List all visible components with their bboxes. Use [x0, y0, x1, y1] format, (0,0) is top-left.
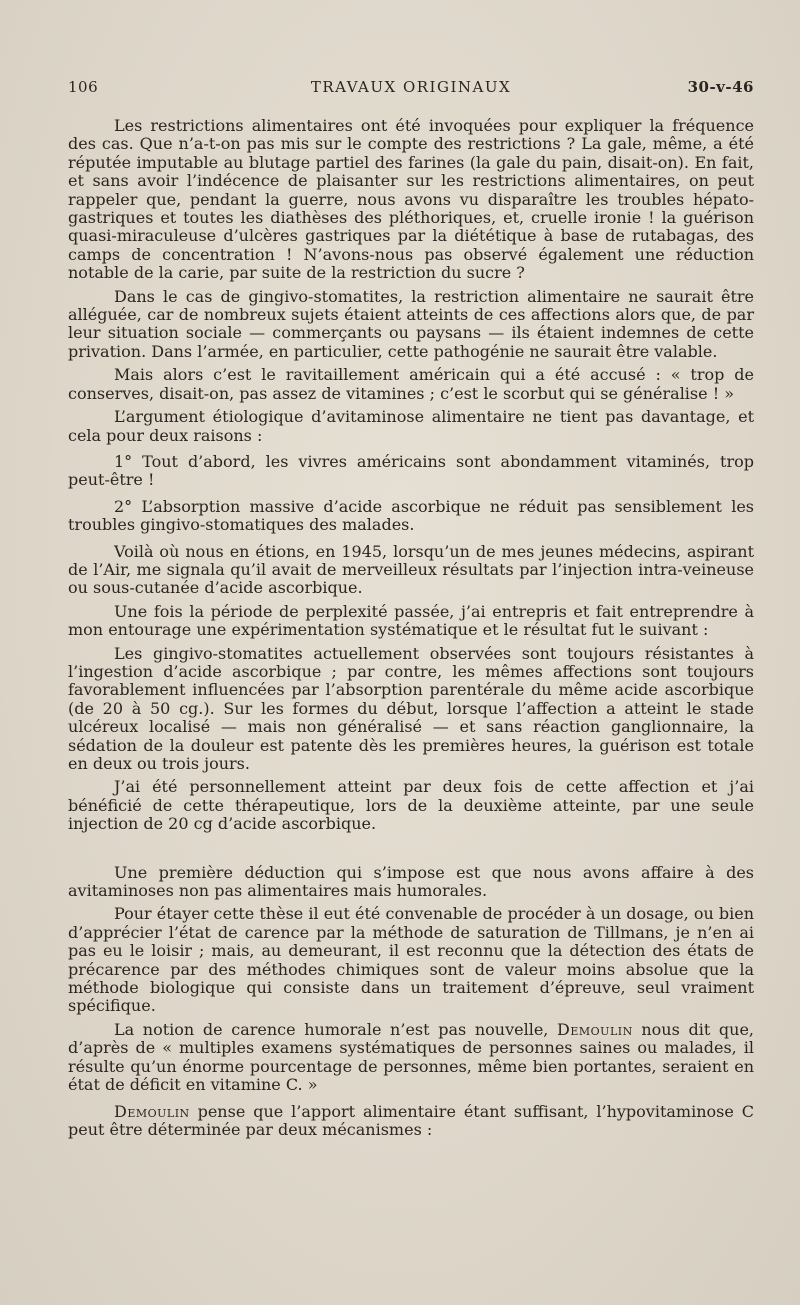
paragraph	[68, 1021, 754, 1095]
text-run: pense que l’apport alimentaire étant suffisant, l’hypovitaminose C peut être déterminée par deux mécanismes :	[68, 1101, 754, 1139]
author-name: Demoulin	[557, 1019, 633, 1039]
text-run: nous dit que, d’après de « multiples examens systématiques de personnes saines ou malades, il résulte qu’un énorme pourcentage de personnes, même bien portantes, seraient en état de déficit en vitamine C. »	[68, 1019, 754, 1095]
paragraph: Voilà où nous en étions, en 1945, lorsqu’un de mes jeunes médecins, aspirant de l’Air, me signala qu’il avait de merveilleux résultats par l’injection intra-veineuse ou sous-cutanée d’acide ascorbique.	[68, 541, 754, 598]
running-header	[68, 78, 754, 100]
paragraph: Mais alors c’est le ravitaillement américain qui a été accusé : « trop de conserves, disait-on, pas assez de vitamines ; c’est le scorbut qui se généralise ! »	[68, 365, 754, 403]
article-body	[68, 117, 754, 1144]
paragraph: J’ai été personnellement atteint par deux fois de cette affection et j’ai bénéficié de cette thérapeutique, lors de la deuxième atteinte, par une seule injection de 20 cg d’acide ascorbique.	[68, 777, 754, 834]
paragraph: Pour étayer cette thèse il eut été convenable de procéder à un dosage, ou bien d’apprécier l’état de carence par la méthode de saturation de Tillmans, je n’en ai pas eu le loisir ; mais, au demeurant, il est reconnu que la détection des états de précarence par des méthodes chimiques sont de valeur moins absolue que la méthode biologique qui consiste dans un traitement d’épreuve, seul vraiment spécifique.	[68, 904, 754, 1016]
running-title: TRAVAUX ORIGINAUX	[310, 78, 512, 96]
issue-date: 30-v-46	[687, 78, 754, 96]
paragraph: Les gingivo-stomatites actuellement observées sont toujours résistantes à l’ingestion d’acide ascorbique ; par contre, les mêmes affections sont toujours favorablement influencées par l’absorption parentérale du même acide ascorbique (de 20 à 50 cg.). Sur les formes du début, lorsque l’affection a atteint le stade ulcéreux localisé — mais non généralisé — et sans réaction ganglionnaire, la sédation de la douleur est patente dès les premières heures, la guérison est totale en deux ou trois jours.	[68, 643, 754, 773]
paragraph: Une première déduction qui s’impose est que nous avons affaire à des avitaminoses non pas alimentaires mais humorales.	[68, 862, 754, 901]
paragraph: 1° Tout d’abord, les vivres américains sont abondamment vitaminés, trop peut-être !	[68, 451, 754, 490]
paragraph: Dans le cas de gingivo-stomatites, la restriction alimentaire ne saurait être alléguée, car de nombreux sujets étaient atteints de ces affections alors que, de par leur situation sociale — commerçants ou paysans — ils étaient indemnes de cette privation. Dans l’armée, en particulier, cette pathogénie ne saurait être valable.	[68, 286, 754, 361]
paragraph: 2° L’absorption massive d’acide ascorbique ne réduit pas sensiblement les troubles gingivo-stomatiques des malades.	[68, 496, 754, 535]
paragraph	[68, 1103, 754, 1140]
author-name: Demoulin	[114, 1101, 190, 1121]
paragraph: Une fois la période de perplexité passée, j’ai entrepris et fait entreprendre à mon entourage une expérimentation systématique et le résultat fut le suivant :	[68, 601, 754, 640]
page-number: 106	[68, 78, 99, 96]
paragraph: L’argument étiologique d’avitaminose alimentaire ne tient pas davantage, et cela pour deux raisons :	[68, 407, 754, 445]
text-run: La notion de carence humorale n’est pas nouvelle,	[114, 1019, 558, 1039]
paragraph: Les restrictions alimentaires ont été invoquées pour expliquer la fréquence des cas. Que n’a-t-on pas mis sur le compte des restrictions ? La gale, même, a été réputée imputable au blutage partiel des farines (la gale du pain, disait-on). En fait, et sans avoir l’indécence de plaisanter sur les restrictions alimentaires, on peut rappeler que, pendant la guerre, nous avons vu disparaître les troubles hépato-gastriques et toutes les diathèses des pléthoriques, et, cruelle ironie ! la guérison quasi-miraculeuse d’ulcères gastriques par la diététique à base de rutabagas, des camps de concentration ! N’avons-nous pas observé également une réduction notable de la carie, par suite de la restriction du sucre ?	[68, 116, 754, 283]
